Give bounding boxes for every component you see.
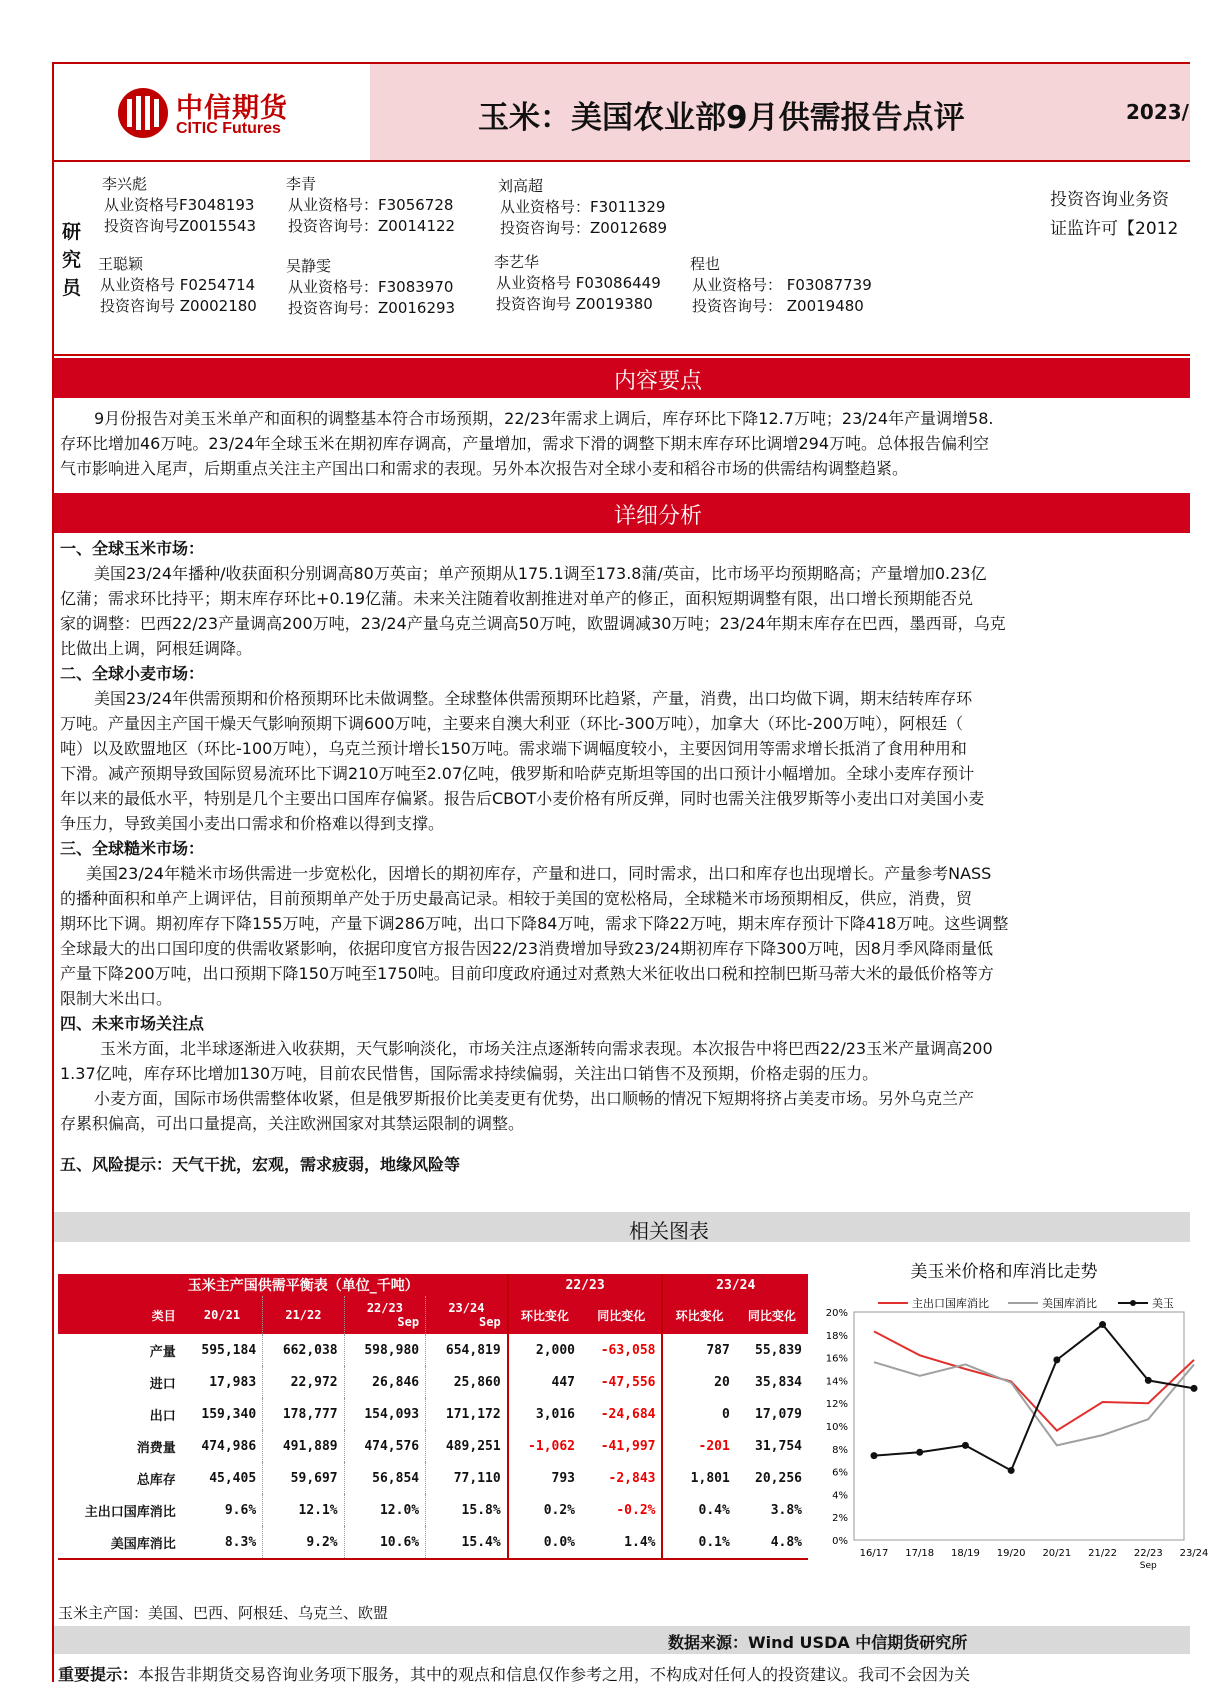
table-header-col	[426, 1296, 508, 1334]
researcher-name: 李青	[286, 175, 317, 193]
table-cell: 0.1%	[662, 1526, 735, 1559]
researcher-id: 从业资格号：F3056728	[288, 196, 454, 214]
y-tick-label: 0%	[832, 1536, 848, 1547]
analysis-line: 比做出上调，阿根廷调降。	[60, 639, 253, 658]
researcher-id: 投资咨询号Z0015543	[104, 217, 257, 235]
table-cell: 2,000	[535, 1342, 576, 1358]
table-header-col	[344, 1296, 425, 1334]
analysis-line: 万吨。产量因主产国干燥天气影响预期下调600万吨，主要来自澳大利亚（环比-300万吨），加拿大（环比-200万吨），阿根廷（	[60, 714, 964, 733]
researcher-id: 从业资格号：F3011329	[500, 198, 666, 216]
disclaimer-text: 本报告非期货交易咨询业务项下服务，其中的观点和信息仅作参考之用，不构成对任何人的投资建议。我司不会因为关	[138, 1665, 971, 1684]
brand-name-cn: 中信期货	[176, 93, 288, 124]
table-cell: -47,556	[581, 1366, 662, 1398]
x-tick-label: 17/18	[905, 1548, 935, 1559]
researcher-id: 从业资格号 F0254714	[100, 276, 256, 294]
disclaimer-label: 重要提示：	[58, 1665, 139, 1684]
researchers-label: 研究员	[62, 221, 82, 299]
table-header-label: 20/21	[203, 1308, 241, 1322]
analysis-line: 美国23/24年播种/收获面积分别调高80万英亩；单产预期从175.1调至173.8蒲/英亩，比市场平均预期略高；产量增加0.23亿	[94, 564, 987, 583]
corn-price-stock-chart	[818, 1260, 1209, 1588]
researcher	[286, 256, 455, 319]
table-header-col	[736, 1296, 808, 1334]
table-cell: 654,819	[426, 1334, 508, 1366]
y-tick-label: 2%	[832, 1513, 848, 1525]
table-header-col	[581, 1296, 662, 1334]
table-cell: 0	[721, 1406, 730, 1422]
series-line-2	[874, 1325, 1194, 1471]
table-row	[58, 1462, 808, 1494]
table-cell: 0.0%	[508, 1526, 581, 1559]
table-cell: 3,016	[535, 1406, 576, 1422]
researcher-id: 投资咨询号： Z0019480	[692, 297, 864, 315]
y-tick-label: 16%	[825, 1353, 848, 1365]
researcher-id: 投资咨询号 Z0002180	[100, 297, 257, 315]
section-title-risk: 五、风险提示：天气干扰，宏观，需求疲弱，地缘风险等	[60, 1155, 461, 1174]
table-cell: 31,754	[755, 1438, 802, 1454]
table-group-2324: 23/24	[662, 1274, 808, 1296]
section-title-corn: 一、全球玉米市场：	[60, 539, 205, 558]
table-cell: 77,110	[426, 1462, 508, 1494]
analysis-line: 争压力，导致美国小麦出口需求和价格难以得到支撑。	[60, 814, 445, 833]
line-chart-svg	[818, 1260, 1209, 1588]
y-tick-label: 14%	[825, 1376, 848, 1388]
researcher	[690, 254, 872, 317]
table-header-label: 23/24	[448, 1301, 485, 1315]
y-tick-label: 6%	[832, 1467, 848, 1479]
table-cell: 787	[706, 1342, 730, 1358]
researcher-name: 程也	[690, 255, 721, 273]
table-cell: 59,697	[263, 1462, 344, 1494]
analysis-line: 家的调整：巴西22/23产量调高200万吨，23/24产量乌克兰调高50万吨，欧盟调减30万吨；23/24年期末库存在巴西，墨西哥，乌克	[60, 614, 1006, 633]
analysis-line: 玉米方面，北半球逐渐进入收获期，天气影响淡化，市场关注点逐渐转向需求表现。本次报告中将巴西22/23玉米产量调高200	[100, 1039, 993, 1058]
table-header-label: 21/22	[285, 1308, 322, 1322]
table-cell: 154,093	[344, 1398, 425, 1430]
table-cell: 8.3%	[182, 1526, 263, 1559]
table-cell: 26,846	[344, 1366, 425, 1398]
table-title: 玉米主产国供需平衡表（单位_千吨）	[182, 1274, 508, 1296]
series-point	[962, 1442, 969, 1449]
analysis-line: 下滑。减产预期导致国际贸易流环比下调210万吨至2.07亿吨，俄罗斯和哈萨克斯坦等国的出口预计小幅增加。全球小麦库存预计	[60, 764, 975, 783]
summary-line: 9月份报告对美玉米单产和面积的调整基本符合市场预期，22/23年需求上调后，库存环比下降12.7万吨；23/24年产量调增58.	[94, 409, 994, 428]
series-point	[1099, 1321, 1106, 1328]
table-cell: 0.2%	[543, 1502, 576, 1518]
table-cell: -41,997	[581, 1430, 662, 1462]
table-cell: 12.0%	[344, 1494, 425, 1526]
license-line-2: 证监许可【2012	[1050, 219, 1179, 239]
source-bar	[54, 1626, 1190, 1654]
table-header-col	[662, 1296, 735, 1334]
table-cell: 178,777	[263, 1398, 344, 1430]
series-point	[1191, 1385, 1198, 1392]
researcher-name: 李兴彪	[102, 175, 148, 193]
table-row	[58, 1366, 808, 1398]
table-cell: 662,038	[263, 1334, 344, 1366]
table-cell: 595,184	[182, 1334, 263, 1366]
table-cell: 3.8%	[770, 1502, 802, 1518]
table-cell: 10.6%	[344, 1526, 425, 1559]
table-cell: 9.6%	[182, 1494, 263, 1526]
table-row-label: 进口	[149, 1376, 176, 1392]
series-point	[1008, 1467, 1015, 1474]
analysis-line: 年以来的最低水平，特别是几个主要出口国库存偏紧。报告后CBOT小麦价格有所反弹，同时也需关注俄罗斯等小麦出口对美国小麦	[60, 789, 985, 808]
table-cell: 25,860	[426, 1366, 508, 1398]
supply-demand-table	[58, 1274, 808, 1560]
researcher-id: 投资咨询号：Z0014122	[288, 217, 456, 235]
table-row-label: 美国库消比	[58, 1526, 182, 1559]
researcher-id: 投资咨询号：Z0012689	[500, 219, 668, 237]
table-cell: 1,801	[690, 1470, 730, 1486]
table-row-label: 产量	[149, 1344, 176, 1360]
summary-text	[60, 406, 1220, 481]
researcher	[494, 252, 661, 315]
analysis-heading: 详细分析	[614, 504, 703, 529]
license-line-1: 投资咨询业务资	[1050, 190, 1169, 210]
table-row	[58, 1430, 808, 1462]
legend-label: 美国库消比	[1042, 1297, 1097, 1310]
legend-label: 美玉	[1152, 1297, 1174, 1310]
table-header-label: 22/23	[366, 1301, 403, 1315]
analysis-line: 美国23/24年糙米市场供需进一步宽松化，因增长的期初库存，产量和进口，同时需求，出口和库存也出现增长。产量参考NASS	[86, 864, 992, 883]
y-tick-label: 4%	[832, 1490, 848, 1502]
x-tick-sub: Sep	[1139, 1561, 1157, 1571]
x-tick-label: 22/23	[1133, 1548, 1163, 1559]
legend-marker	[1130, 1300, 1136, 1306]
table-cell: -63,058	[581, 1334, 662, 1366]
table-cell: 20	[714, 1374, 730, 1390]
x-tick-label: 21/22	[1088, 1548, 1117, 1559]
analysis-line: 存累积偏高，可出口量提高，关注欧洲国家对其禁运限制的调整。	[60, 1114, 525, 1133]
table-header-label: 环比变化	[520, 1308, 569, 1323]
researcher	[286, 174, 455, 237]
table-cell: -24,684	[581, 1398, 662, 1430]
analysis-line: 限制大米出口。	[60, 989, 173, 1008]
table-cell: 1.4%	[581, 1526, 662, 1559]
section-title-wheat: 二、全球小麦市场：	[60, 664, 205, 683]
table-note: 玉米主产国：美国、巴西、阿根廷、乌克兰、欧盟	[58, 1604, 389, 1622]
table-cell: 22,972	[263, 1366, 344, 1398]
analysis-heading-bar	[54, 493, 1190, 533]
table-cell: 474,986	[182, 1430, 263, 1462]
table-cell: 474,576	[344, 1430, 425, 1462]
table-header-label: 环比变化	[675, 1308, 724, 1323]
table-cell: -1,062	[528, 1438, 576, 1454]
table-header-col	[263, 1296, 344, 1334]
researcher-id: 投资咨询号：Z0016293	[288, 299, 456, 317]
researcher-name: 刘高超	[498, 177, 544, 195]
x-tick-label: 16/17	[859, 1548, 889, 1559]
y-tick-label: 10%	[825, 1422, 848, 1433]
series-point	[1053, 1356, 1060, 1363]
table-cell: 15.8%	[426, 1494, 508, 1526]
table-header-label: 同比变化	[747, 1308, 796, 1323]
table-cell: 20,256	[755, 1470, 802, 1486]
summary-line: 存环比增加46万吨。23/24年全球玉米在期初库存调高，产量增加，需求下滑的调整下期末库存环比调增294万吨。总体报告偏利空	[60, 434, 990, 453]
researchers-block	[54, 162, 1190, 356]
table-cell: 598,980	[344, 1334, 425, 1366]
series-point	[1145, 1377, 1152, 1384]
table-header-col	[508, 1296, 581, 1334]
table-row-label: 总库存	[136, 1472, 176, 1488]
series-point	[916, 1449, 923, 1456]
researcher-id: 从业资格号 F03086449	[496, 274, 661, 292]
table-cell: 17,079	[755, 1406, 802, 1422]
analysis-text	[60, 536, 1220, 1177]
table-cell: 15.4%	[426, 1526, 508, 1559]
table-cell: -0.2%	[581, 1494, 662, 1526]
brand-name-en: CITIC Futures	[176, 120, 281, 137]
table-cell: 159,340	[182, 1398, 263, 1430]
researcher-id: 从业资格号F3048193	[104, 196, 255, 214]
table-row-label: 主出口国库消比	[84, 1504, 176, 1520]
table-cell: 45,405	[182, 1462, 263, 1494]
table-cell: 17,983	[182, 1366, 263, 1398]
table-cell: 491,889	[263, 1430, 344, 1462]
y-tick-label: 8%	[832, 1444, 848, 1456]
analysis-line: 亿蒲；需求环比持平；期末库存环比+0.19亿蒲。未来关注随着收割推进对单产的修正，面积短期调整有限，出口增长预期能否兑	[60, 589, 974, 608]
table-cell: 0.4%	[698, 1502, 730, 1518]
table-cell: 9.2%	[263, 1526, 344, 1559]
section-title-rice: 三、全球糙米市场：	[60, 839, 205, 858]
table-header-sub: Sep	[397, 1315, 420, 1329]
table-header-label: 同比变化	[597, 1308, 646, 1323]
table-cell: 35,834	[755, 1374, 802, 1390]
chart-title: 美玉米价格和库消比走势	[910, 1262, 1098, 1282]
table-row	[58, 1526, 808, 1559]
table-row	[58, 1398, 808, 1430]
table-cell: -201	[698, 1438, 730, 1454]
x-tick-label: 18/19	[951, 1548, 980, 1559]
researcher-name: 王聪颖	[98, 255, 144, 273]
charts-heading-bar	[54, 1212, 1190, 1242]
researcher-name: 李艺华	[494, 253, 540, 271]
table-row-label: 出口	[149, 1408, 176, 1424]
analysis-line: 期环比下调。期初库存下降155万吨，产量下调286万吨，出口下降84万吨，需求下降22万吨，期末库存预计下降418万吨。这些调整	[60, 914, 1009, 933]
table-cell: 171,172	[426, 1398, 508, 1430]
researcher-id: 从业资格号： F03087739	[692, 276, 872, 294]
series-point	[871, 1452, 878, 1459]
analysis-line: 小麦方面，国际市场供需整体收紧，但是俄罗斯报价比美麦更有优势，出口顺畅的情况下短期将挤占美麦市场。另外乌克兰产	[94, 1089, 975, 1108]
table-cell: -2,843	[581, 1462, 662, 1494]
summary-heading: 内容要点	[614, 369, 703, 394]
legend-label: 主出口国库消比	[912, 1297, 989, 1310]
table-row	[58, 1494, 808, 1526]
table-cell: 793	[551, 1470, 576, 1486]
researcher-name: 吴静雯	[286, 257, 332, 275]
table-row-label: 消费量	[136, 1440, 176, 1456]
report-date: 2023/	[1126, 100, 1189, 124]
analysis-line: 吨）以及欧盟地区（环比-100万吨），乌克兰预计增长150万吨。需求端下调幅度较小，主要因饲用等需求增长抵消了食用种用和	[60, 739, 967, 758]
researcher	[498, 176, 667, 239]
table-header-sub: Sep	[479, 1315, 501, 1329]
report-header	[54, 64, 1190, 162]
researcher-id: 投资咨询号 Z0019380	[496, 295, 653, 313]
table-header-col	[182, 1296, 263, 1334]
x-tick-label: 20/21	[1042, 1548, 1072, 1559]
x-tick-label: 19/20	[996, 1548, 1026, 1559]
table-row	[58, 1334, 808, 1366]
analysis-line: 的播种面积和单产上调评估，目前预期单产处于历史最高记录。相较于美国的宽松格局，全球糙米市场预期相反，供应，消费，贸	[60, 889, 973, 908]
summary-line: 气市影响进入尾声，后期重点关注主产国出口和需求的表现。另外本次报告对全球小麦和稻谷市场的供需结构调整趋紧。	[60, 459, 909, 478]
analysis-line: 全球最大的出口国印度的供需收紧影响，依据印度官方报告因22/23消费增加导致23/24期初库存下降300万吨，因8月季风降雨量低	[60, 939, 993, 958]
section-title-outlook: 四、未来市场关注点	[60, 1014, 205, 1033]
charts-heading: 相关图表	[629, 1219, 709, 1243]
analysis-line: 美国23/24年供需预期和价格预期环比未做调整。全球整体供需预期环比趋紧，产量，消费，出口均做下调，期末结转库存环	[94, 689, 973, 708]
brand-logo	[54, 64, 370, 160]
citic-logo-icon	[118, 88, 168, 138]
analysis-line: 1.37亿吨，库存环比增加130万吨，目前农民惜售，国际需求持续偏弱，关注出口销售不及预期，价格走弱的压力。	[60, 1064, 879, 1083]
y-tick-label: 18%	[825, 1330, 848, 1342]
table-cell: 489,251	[426, 1430, 508, 1462]
report-title: 玉米：美国农业部9月供需报告点评	[478, 100, 965, 136]
analysis-line: 产量下降200万吨，出口预期下降150万吨至1750吨。目前印度政府通过对煮熟大米征收出口税和控制巴斯马蒂大米的最低价格等方	[60, 964, 994, 983]
data-source: 数据来源：Wind USDA 中信期货研究所	[668, 1633, 968, 1652]
table-cell: 447	[551, 1374, 576, 1390]
researcher	[98, 254, 257, 317]
table-cell: 55,839	[755, 1342, 802, 1358]
table-cell: 4.8%	[736, 1526, 808, 1559]
disclaimer	[58, 1662, 970, 1685]
table-group-2223: 22/23	[508, 1274, 663, 1296]
researcher-id: 从业资格号：F3083970	[288, 278, 454, 296]
y-tick-label: 20%	[825, 1308, 848, 1319]
table-cell: 12.1%	[263, 1494, 344, 1526]
x-tick-label: 23/24	[1179, 1548, 1209, 1559]
summary-heading-bar	[54, 358, 1190, 398]
license-info	[1050, 186, 1178, 244]
researcher	[102, 174, 256, 237]
table-cell: 56,854	[344, 1462, 425, 1494]
table-header-category: 类目	[58, 1296, 182, 1334]
y-tick-label: 12%	[825, 1399, 848, 1411]
report-page	[52, 62, 1209, 1684]
